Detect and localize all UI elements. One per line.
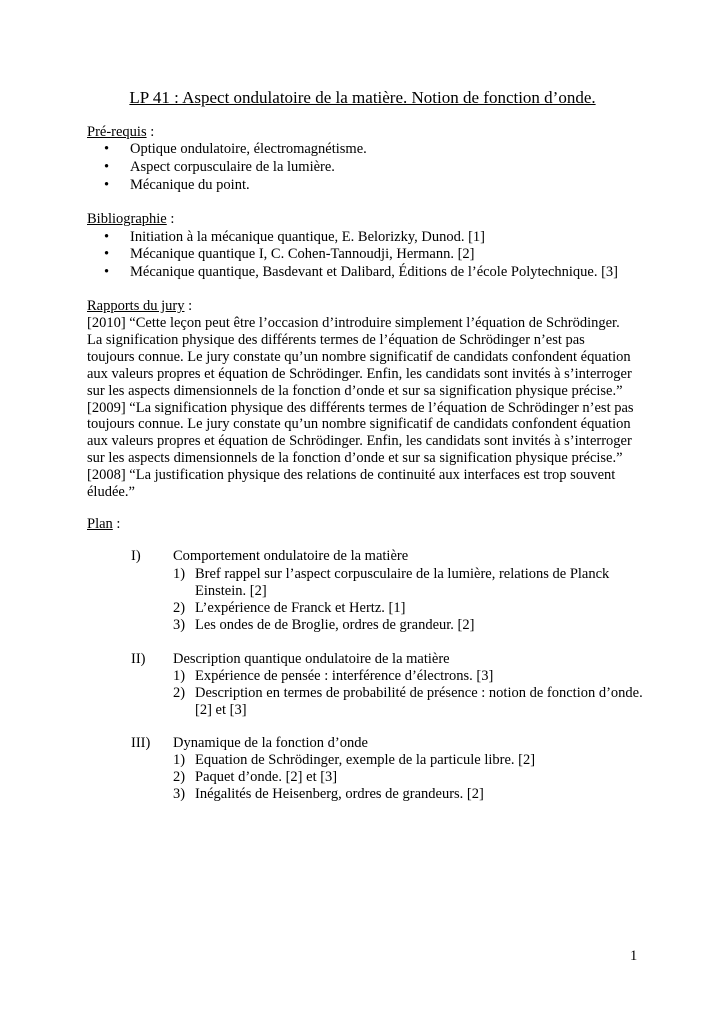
text-line: [2009] “La signification physique des différents termes de l’équation de Schrödinger n’est pas	[87, 399, 634, 416]
text-line: [2010] “Cette leçon peut être l’occasion d’introduire simplement l’équation de Schrödinger.	[87, 315, 620, 331]
text-line: éludée.”	[87, 484, 135, 501]
rapports-heading	[87, 298, 192, 315]
page-title: LP 41 : Aspect ondulatoire de la matière. Notion de fonction d’onde.	[129, 88, 596, 107]
section-number: II)	[131, 651, 146, 667]
plan-heading	[87, 516, 120, 533]
prerequis-heading	[87, 124, 154, 141]
section-title: Dynamique de la fonction d’onde	[173, 735, 368, 751]
text-line: sur les aspects dimensionnels de la fonction d’onde et sur sa signification physique précise.”	[87, 382, 623, 399]
section-number: III)	[131, 735, 151, 751]
bullet-icon: •	[104, 141, 110, 157]
text-line: [2008] “La justification physique des relations de continuité aux interfaces est trop souvent	[87, 467, 616, 484]
text-line: aux valeurs propres et équation de Schrödinger. Enfin, les candidats sont invités à s’interroger	[87, 365, 632, 382]
section-number: I)	[131, 548, 141, 564]
bullet-icon: •	[104, 264, 110, 280]
text-line: aux valeurs propres et équation de Schrödinger. Enfin, les candidats sont invités à s’interroger	[87, 433, 632, 450]
text-line: La signification physique des différents termes de l’équation de Schrödinger n’est pas	[87, 331, 585, 348]
bibliographie-label: Bibliographie	[87, 211, 167, 227]
section-title: Description quantique ondulatoire de la matière	[173, 651, 450, 667]
plan-suffix: :	[112, 516, 121, 532]
document-page: LP 41 : Aspect ondulatoire de la matière. Notion de fonction d’onde. Pré-requis : • Optique ondulatoire, électromagnétisme. • Aspect corpusculaire de la lumière. • Mécanique du point. Bibliographie : • Initiation à la mécanique quantique, E. Belorizky, Dunod. [1] • Mécanique quantique I, C. Cohen-Tannoudji, Hermann. [2] • Mécanique quantique, Basdevant et Dalibard, Éditions de l’école Polytechnique. [3] Rapports du jury : [2010] “Cette leçon peut être l’occasion d’introduire simplement l’équation de Schrödinger. La signification physique des différents termes de l’équation de Schrödinger n’est pas toujours connue. Le jury constate qu’un nombre significatif de candidats confondent équation aux valeurs propres et équation de Schrödinger. Enfin, les candidats sont invités à s’interroger sur les aspects dimensionnels de la fonction d’onde et sur sa signification physique précise.” [2009] “La signification physique des différents termes de l’équation de Schrödinger n’est pas toujours connue. Le jury constate qu’un nombre significatif de candidats confondent équation aux valeurs propres et équation de Schrödinger. Enfin, les candidats sont invités à s’interroger sur les aspects dimensionnels de la fonction d’onde et sur sa signification physique précise.” [2008] “La justification physique des relations de continuité aux interfaces est trop souvent éludée.” Plan : I) Comportement ondulatoire de la matière 1) Bref rappel sur l’aspect corpusculaire de la lumière, relations de Planck Einstein. [2] 2) L’expérience de Franck et Hertz. [1] 3) Les ondes de de Broglie, ordres de grandeur. [2] II) Description quantique ondulatoire de la matière 1) Expérience de pensée : interférence d’électrons. [3] 2) Description en termes de probabilité de présence : notion de fonction d’onde. [2] et [3] III) Dynamique de la fonction d’onde 1) Equation de Schrödinger, exemple de la particule libre. [2] 2) Paquet d’onde. [2] et [3] 3) Inégalités de Heisenberg, ordres de grandeurs. [2] 1	[0, 0, 725, 1024]
bullet-icon: •	[104, 177, 110, 193]
rapports-text	[87, 315, 647, 501]
rapports-label: Rapports du jury	[87, 298, 185, 314]
plan-label: Plan	[87, 516, 113, 532]
bibliographie-heading	[87, 211, 174, 228]
rapports-suffix: :	[184, 298, 193, 314]
text-line: toujours connue. Le jury constate qu’un nombre significatif de candidats confondent équation	[87, 348, 631, 365]
bullet-icon: •	[104, 229, 110, 245]
section-title: Comportement ondulatoire de la matière	[173, 548, 409, 564]
bullet-icon: •	[104, 246, 110, 262]
bibliographie-suffix: :	[166, 211, 175, 227]
prerequis-suffix: :	[146, 124, 155, 140]
prerequis-label: Pré-requis	[87, 124, 147, 140]
text-line: toujours connue. Le jury constate qu’un nombre significatif de candidats confondent équation	[87, 416, 631, 433]
page-number: 1	[630, 948, 638, 964]
text-line: sur les aspects dimensionnels de la fonction d’onde et sur sa signification physique précise.”	[87, 450, 623, 467]
bullet-icon: •	[104, 159, 110, 175]
